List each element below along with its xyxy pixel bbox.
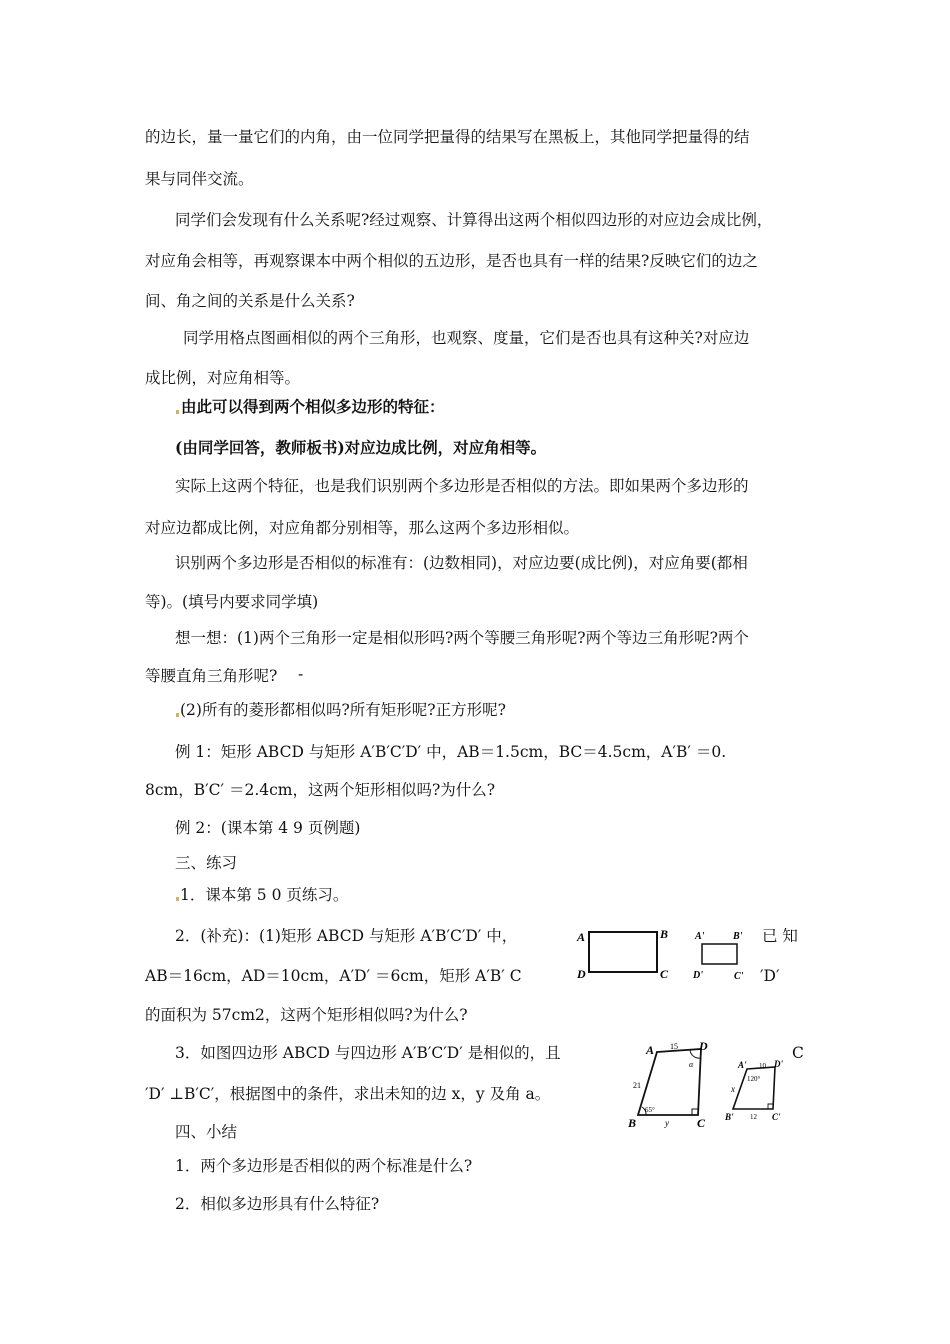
- text-line: 对应边都成比例，对应角都分别相等，那么这两个多边形相似。: [145, 519, 580, 537]
- angle-a2-value: 120°: [747, 1075, 761, 1083]
- text-line: 四、小结: [175, 1123, 238, 1141]
- text-line: 等腰直角三角形呢?: [145, 667, 278, 685]
- marker-dot: [176, 713, 179, 717]
- label-b2: B': [725, 1112, 734, 1122]
- similar-rectangles-figure: [570, 920, 755, 985]
- text-line: 8cm，B′C′ ＝2.4cm，这两个矩形相似吗?为什么?: [145, 781, 496, 799]
- side-ad-length: 15: [670, 1042, 678, 1051]
- label-a: A: [577, 930, 586, 944]
- text-line: 的边长，量一量它们的内角，由一位同学把量得的结果写在黑板上，其他同学把量得的结: [145, 128, 750, 146]
- text-line: 间、角之间的关系是什么关系?: [145, 292, 355, 310]
- label-c: C: [660, 967, 669, 981]
- label-a2: A': [695, 931, 705, 942]
- marker-dot: [176, 410, 179, 414]
- label-d2: D': [774, 1059, 783, 1069]
- label-d: D: [699, 1040, 708, 1053]
- text-line: 对应角会相等，再观察课本中两个相似的五边形，是否也具有一样的结果?反映它们的边之: [145, 252, 758, 270]
- side-bc-unknown: y: [665, 1118, 669, 1128]
- text-line: C: [792, 1044, 804, 1062]
- text-dash: -: [298, 665, 304, 683]
- text-line: 想一想：(1)两个三角形一定是相似形吗?两个等腰三角形呢?两个等边三角形呢?两个: [175, 629, 749, 647]
- text-line: 的面积为 57cm2，这两个矩形相似吗?为什么?: [145, 1006, 468, 1024]
- similar-quadrilaterals-figure: [626, 1040, 796, 1130]
- text-line: 成比例，对应角相等。: [145, 369, 301, 387]
- label-d: D: [577, 967, 586, 981]
- text-line: 1．课本第 5 0 页练习。: [180, 886, 349, 904]
- text-line: 例 2：(课本第 4 9 页例题): [175, 819, 361, 837]
- text-line: 识别两个多边形是否相似的标准有：(边数相同)，对应边要(成比例)，对应角要(都相: [175, 554, 748, 572]
- text-line: ′D′: [760, 967, 780, 985]
- text-line: 三、练习: [175, 854, 238, 872]
- label-a: A: [646, 1043, 655, 1057]
- side-ad2-length: 10: [759, 1062, 766, 1070]
- side-ab2-unknown: x: [731, 1084, 735, 1094]
- text-line: 例 1：矩形 ABCD 与矩形 A′B′C′D′ 中，AB＝1.5cm，BC＝4.5cm，A′B′ ＝0.: [175, 743, 727, 761]
- text-line: 等)。(填号内要求同学填): [145, 593, 319, 611]
- label-b: B: [628, 1116, 637, 1130]
- text-line-bold: (由同学回答，教师板书)对应边成比例，对应角相等。: [175, 438, 547, 457]
- angle-d-unknown: α: [689, 1060, 694, 1069]
- text-line: 实际上这两个特征，也是我们识别两个多边形是否相似的方法。即如果两个多边形的: [175, 477, 749, 495]
- text-line: 1．两个多边形是否相似的两个标准是什么?: [175, 1157, 473, 1175]
- marker-dot: [176, 897, 179, 901]
- label-c2: C': [772, 1112, 781, 1122]
- angle-b-value: 65°: [645, 1106, 655, 1114]
- text-line: 已 知: [762, 927, 798, 945]
- text-line: (2)所有的菱形都相似吗?所有矩形呢?正方形呢?: [180, 701, 506, 719]
- text-line: 果与同伴交流。: [145, 170, 254, 188]
- text-line: AB＝16cm，AD＝10cm，A′D′ ＝6cm，矩形 A′B′ C: [145, 967, 522, 985]
- text-line: 同学用格点图画相似的两个三角形，也观察、度量，它们是否也具有这种关?对应边: [183, 329, 750, 347]
- text-line: 同学们会发现有什么关系呢?经过观察、计算得出这两个相似四边形的对应边会成比例，: [175, 211, 773, 229]
- label-d2: D': [693, 970, 703, 981]
- rectangle-abcd: [589, 932, 657, 972]
- label-a2: A': [738, 1060, 747, 1070]
- text-line: 2．相似多边形具有什么特征?: [175, 1195, 380, 1213]
- text-line: 3．如图四边形 ABCD 与四边形 A′B′C′D′ 是相似的，且: [175, 1044, 561, 1062]
- label-c2: C': [734, 971, 744, 982]
- text-line-bold: 由此可以得到两个相似多边形的特征：: [181, 397, 445, 416]
- side-bc2-length: 12: [750, 1113, 757, 1121]
- label-b2: B': [733, 931, 743, 942]
- label-c: C: [697, 1116, 706, 1130]
- rectangle-a2b2c2d2: [702, 944, 737, 964]
- quadrilateral-a2b2c2d2: [733, 1067, 775, 1109]
- side-ab-length: 21: [633, 1081, 641, 1090]
- text-line: ′D′ ⊥B′C′，根据图中的条件，求出未知的边 x，y 及角 a。: [145, 1085, 551, 1103]
- label-b: B: [660, 927, 669, 941]
- text-line: 2．(补充)：(1)矩形 ABCD 与矩形 A′B′C′D′ 中，: [175, 927, 518, 945]
